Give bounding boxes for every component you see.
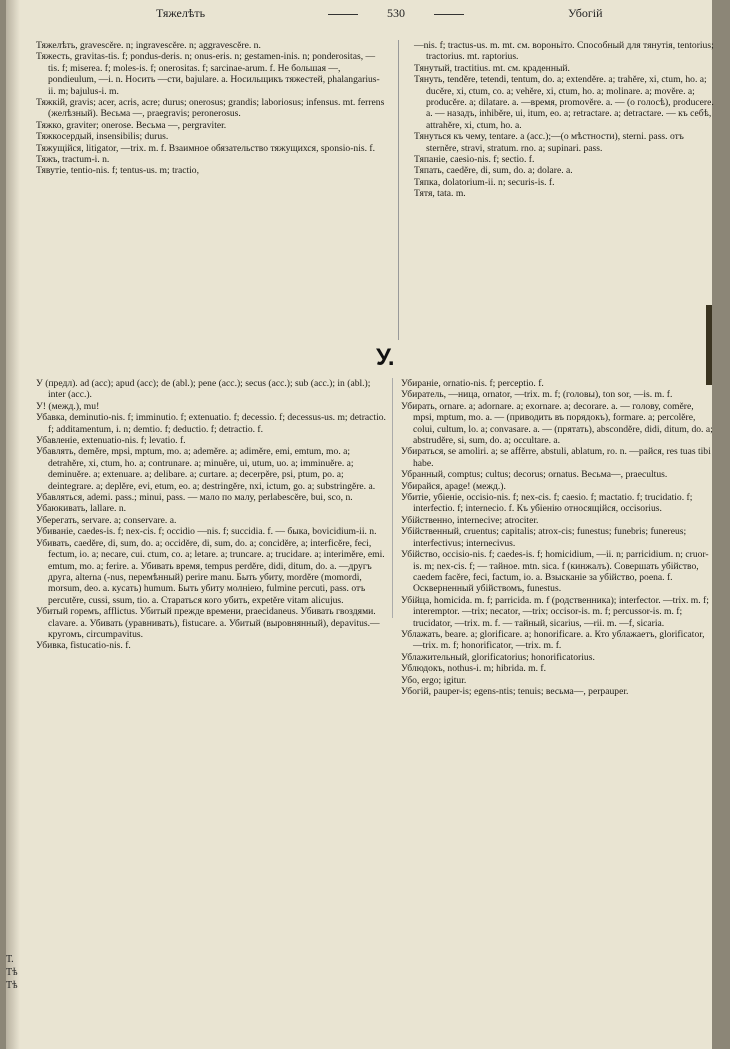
column-top-right (414, 40, 714, 200)
entry: Тяжкій, gravis; acer, acris, acre; durus; onerosus; grandis; laboriosus; infensus. mt. ferrens (желѣзный). Весьма —, praegravis; peronerosus. (36, 97, 385, 120)
entry: Убогій, pauper-is; egens-ntis; tenuis; весьма—, perpauper. (401, 685, 629, 697)
column-top-left (36, 40, 386, 177)
entry: Убійственный, cruentus; capitalis; atrox-cis; funestus; funebris; funereus; interfectivus; internecivus. (401, 526, 687, 549)
page-gutter (6, 0, 20, 1049)
column-bottom-left (36, 378, 386, 652)
header-right-word: Убогій (568, 6, 603, 20)
entry: Убранный, comptus; cultus; decorus; ornatus. Весьма—, praecultus. (401, 469, 668, 481)
entry: Ублажать, beare. a; glorificare. a; honorificare. a. Кто ублажаетъ, glorificator, —trix. m. f; honorificator, —trix. m. f. (401, 628, 705, 652)
entry: Тяжесть, gravitas-tis. f; pondus-deris. n; onus-eris. n; gestamen-inis. n; ponderositas, —tis. f; miserea. f; moles-is. f; onerositas. f; sarcinae-arum. f. Не большая —, pondieulum, —i. n. Носить —сти, bajulare. a. Носильщикъ тяжестей, phalangarius-ii. m; bajulus-i. m. (36, 51, 380, 97)
entry: Тяжко, graviter; onerose. Весьма —, pergraviter. (36, 119, 227, 131)
entry: Тяпать, caedĕre, di, sum, do. a; dolare. a. (414, 165, 573, 177)
entry: —nis. f; tractus-us. m. mt. см. вороньіто. Способный для тянутія, tentorius; tractorius. mt. raptorius. (414, 40, 714, 63)
column-divider (392, 378, 393, 618)
entry: Убирайся, apage! (межд.). (401, 480, 506, 492)
entry: У (предл). ad (acc); apud (acc); de (abl.); pene (acc.); secus (acc.); sub (acc.); in (abl.); inter (acc.). (36, 378, 371, 401)
section-letter-heading: У. (376, 344, 395, 371)
page-number: 530 (336, 6, 456, 21)
entry: Ублажительный, glorificatorius; honorificatorius. (401, 651, 595, 663)
entry: Убивать, caedĕre, di, sum, do. a; occidĕre, di, sum, do. a; concidĕre, a; interficĕre, feci, fectum, io. a; necare, cui. ctum, co. a; letare. a; truncare. a; trucidare. a; interimĕre, emi. emtum, mo. a; ferire. a. Убивать время, tempus perdĕre, didi, ditum, do. a. —другъ друга, alterna (-nus, перемѣнный) perire manu. Быть убиту, mordĕre (momordi, morsum, deo. a. кусать) humum. Быть убиту молніею, fulmine percuti, pass. отъ percutĕre, cussi, ssum, tio. a. Стараться кого убить, expetĕre vitam alicujus. (36, 537, 385, 606)
margin-note: Т. (6, 954, 14, 965)
entry: У! (межд.), mu! (36, 400, 100, 412)
entry: Тяпаніе, caesio-nis. f; sectio. f. (414, 154, 535, 166)
entry: Убійца, homicida. m. f; parricida. m. f (родственника); interfector. —trix. m. f; interemptor. —trix; necator, —trix; occisor-is. m. f; percussor-is. m. f; trucidator, —trix. m. f. — тайный, sicarius, —rii. m. —f, sicaria. (401, 594, 709, 629)
entry: Убавка, deminutio-nis. f; imminutio. f; extenuatio. f; decessio. f; decessus-us. m; detractio. f; additamentum, i. n; demtio. f; deductio. f; detractio. f. (36, 412, 386, 435)
page-edge-mark (706, 305, 712, 385)
entry: Тяжъ, tractum-i. n. (36, 154, 110, 166)
entry: Тянутый, tractitius. mt. см. краденный. (414, 62, 570, 74)
entry: Убирать, ornare. a; adornare. a; exornare. a; decorare. a. — голову, comĕre, mpsi, mptum, mo. a. — (приводить въ порядокъ), formare. a; percolĕre, colui, cultum, lo. a; convasare. a. — (прятать), abscondĕre, didi, ditum, do. a; abstrudĕre, si, sum, do. a; occultare. a. (401, 400, 713, 447)
entry: Тяпка, dolatorium-ii. n; securis-is. f. (414, 176, 555, 188)
running-header (6, 6, 712, 26)
entry: Убивка, fistucatio-nis. f. (36, 640, 131, 652)
entry: Тяжущійся, litigator, —trix. m. f. Взаимное обязательство тяжущихся, sponsio-nis. f. (36, 142, 375, 154)
column-bottom-right (401, 378, 713, 697)
entry: Ублюдокъ, nothus-i. m; hibrida. m. f. (401, 663, 546, 675)
entry: Убавляться, ademi. pass.; minui, pass. — мало по малу, perlabescĕre, bui, sco, n. (36, 492, 353, 504)
entry: Тяжкосердый, insensibilis; durus. (36, 131, 169, 143)
entry: Тяжелѣть, gravescĕre. n; ingravescĕre. n; aggravescĕre. n. (36, 40, 261, 51)
header-left-word: Тяжелѣть (156, 6, 206, 20)
entry: Убавлять, demĕre, mpsi, mptum, mo. a; ademĕre. a; adimĕre, emi, emtum, mo. a; detrahĕre, xi, ctum, ho. a; contrunare. a; minuĕre, ui, utum, uo. a; imminuĕre. a; deminuĕre. a; extenuare. a; delibare. a; curtare. a; decerpĕre, psi, ptum, po. a; deintegrare. a; deplĕre, evi, etum, eo. a; destringĕre, nxi, ictum, go. a; substringĕre. a. (36, 446, 376, 492)
entry: Убираться, se amoliri. a; se affĕrre, abstuli, ablatum, ro. n. —райся, res tuas tibi habe. (401, 446, 711, 469)
margin-note: Тѣ (6, 980, 18, 991)
column-divider (398, 40, 399, 340)
entry: Тянуться къ чему, tentare. a (acc.);—(о мѣстности), sterni. pass. отъ sternĕre, stravi, stratum. rno. a; supinari. pass. (414, 131, 684, 154)
entry: Убавленіе, extenuatio-nis. f; levatio. f. (36, 435, 186, 447)
entry: Убиваніе, caedes-is. f; nex-cis. f; occidio —nis. f; succidia. f. — быка, bovicidium-ii. n. (36, 526, 377, 538)
entry: Убираніе, ornatio-nis. f; perceptio. f. (401, 378, 544, 389)
entry: Убо, ergo; igitur. (401, 674, 467, 686)
entry: Убійственно, internecive; atrociter. (401, 514, 539, 526)
margin-notes (6, 953, 18, 992)
entry: Убитіе, убіеніе, occisio-nis. f; nex-cis. f; caesio. f; mactatio. f; trucidatio. f; interfectio. f; internecio. f. Къ убіенію относящійся, occisorius. (401, 492, 693, 515)
entry: Убиратель, —ница, ornator, —trix. m. f; (головы), ton sor, —is. m. f. (401, 389, 673, 401)
entry: Тявутіе, tentio-nis. f; tentus-us. m; tractio, (36, 165, 199, 177)
entry: Тянуть, tendĕre, tetendi, tentum, do. a; extendĕre. a; trahĕre, xi, ctum, ho. a; ducĕre, xi, ctum, co. a; vehĕre, xi, ctum, ho. a; molinare. a; movĕre. a; producĕre. a; dilatare. a. —время, promovĕre. a. — (о голосѣ), producere. a. — назадъ, inhibĕre, ui, itum, eo. a; retractare. a; detractare. — къ себѣ, attrahĕre, xi, ctum, ho. a. (414, 74, 714, 131)
entry: Тятя, tata. m. (414, 188, 466, 200)
entry: Убитый горемъ, afflictus. Убитый прежде времени, praecidaneus. Убивать гвоздями. clavare. a. Убивать (уравнивать), fistucare. a. Убитый (выровнянный), depavitus.—кругомъ, circumpavitus. (36, 606, 380, 640)
margin-note: Тѣ (6, 967, 18, 978)
entry: Убаюкивать, lallare. n. (36, 503, 127, 515)
entry: Уберегать, servare. a; conservare. a. (36, 514, 177, 526)
entry: Убійство, occisio-nis. f; caedes-is. f; homicidium, —ii. n; parricidium. n; cruor-is. m; nex-cis. f; — тайное. mtn. sica. f (кинжалъ). Совершать убійство, caedem facĕre, feci, factum, io. a. Взысканіе за убійство, poena. f. Оскверненный убійствомъ, funestus. (401, 549, 709, 595)
dictionary-page (6, 0, 712, 1049)
